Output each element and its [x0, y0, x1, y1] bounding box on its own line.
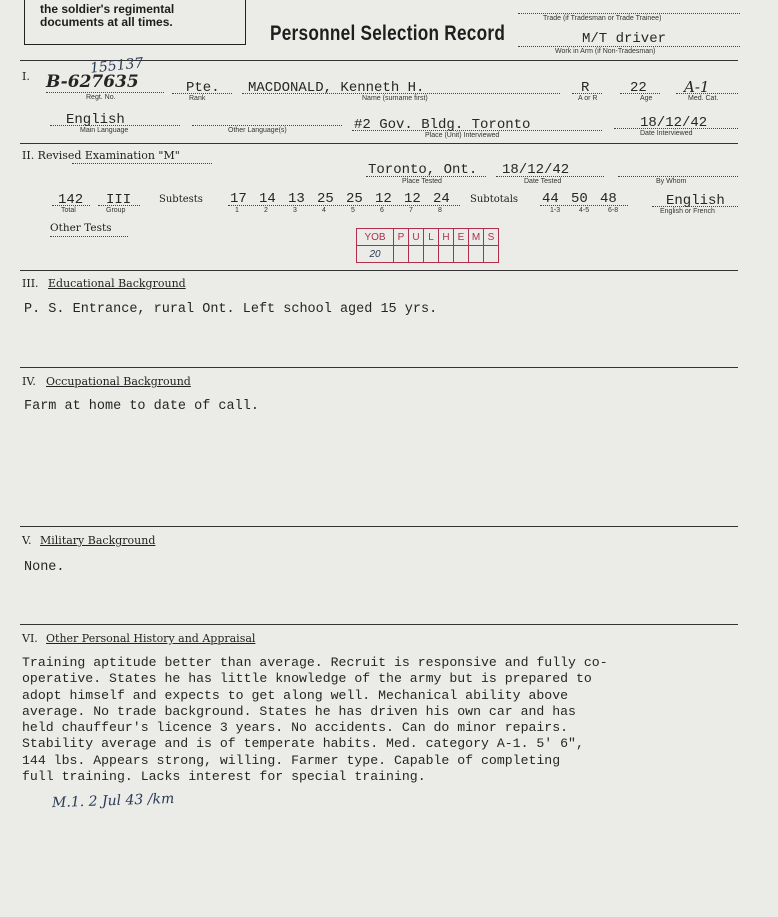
pulhems-value — [439, 246, 454, 263]
age-line — [620, 93, 660, 94]
english-french-value: English — [666, 193, 725, 209]
appraisal-line: Stability average and is of temperate habits. Med. category A-1. 5' 6", — [22, 736, 584, 752]
appraisal-line: average. No trade background. States he has driven his own car and has — [22, 703, 576, 719]
rank-caption: Rank — [189, 95, 206, 102]
pulhems-header: S — [484, 229, 499, 246]
work-caption: Work in Arm (if Non-Tradesman) — [555, 48, 656, 55]
pulhems-value — [484, 246, 499, 263]
subtest-number: 6 — [380, 207, 384, 214]
subtotal-caption: 4-5 — [579, 207, 590, 214]
pulhems-grid — [356, 228, 499, 263]
a-or-r-caption: A or R — [578, 95, 598, 102]
appraisal-line: operative. States he has little knowledge of the army but is prepared to — [22, 671, 592, 687]
place-interviewed-caption: Place (Unit) Interviewed — [425, 132, 500, 139]
rank-line — [172, 93, 232, 94]
pulhems-header: L — [424, 229, 439, 246]
pulhems-header: H — [439, 229, 454, 246]
name-line — [242, 93, 560, 94]
pulhems-value: 20 — [357, 246, 394, 263]
section-3-heading-num: III. — [22, 277, 39, 290]
place-tested-value: Toronto, Ont. — [368, 162, 478, 178]
divider — [20, 526, 738, 527]
other-language-caption: Other Language(s) — [228, 127, 287, 134]
other-tests-underline — [50, 236, 128, 237]
subtotal-caption: 6-8 — [608, 207, 619, 214]
place-interviewed-line — [352, 130, 602, 131]
divider — [20, 624, 738, 625]
subtests-label: Subtests — [159, 194, 203, 205]
med-cat-value: A-1 — [684, 78, 710, 96]
section-2-heading: II. Revised Examination "M" — [22, 149, 180, 162]
regt-no-caption: Regt. No. — [86, 94, 116, 101]
language-value: English — [66, 112, 125, 128]
work-line — [518, 46, 740, 47]
section-6-heading-num: VI. — [22, 632, 38, 645]
place-tested-caption: Place Tested — [402, 178, 442, 185]
age-value: 22 — [630, 80, 647, 96]
pulhems-value — [469, 246, 484, 263]
pulhems-value — [394, 246, 409, 263]
a-or-r-line — [572, 93, 602, 94]
section-4-heading-num: IV. — [22, 375, 36, 388]
subtest-number: 2 — [264, 207, 268, 214]
pulhems-header: M — [469, 229, 484, 246]
date-tested-line — [496, 176, 604, 177]
regt-no: B-627635 — [46, 72, 139, 92]
appraisal-line: 144 lbs. Appears strong, willing. Farmer type. Capable of completing — [22, 752, 561, 768]
subtest-number: 7 — [409, 207, 413, 214]
subtest-number: 3 — [293, 207, 297, 214]
subtotal-score: 50 — [571, 191, 588, 207]
group-caption: Group — [106, 207, 126, 214]
trade-line — [518, 13, 740, 14]
subtest-score: 14 — [259, 191, 276, 207]
rank-value: Pte. — [186, 80, 220, 96]
occupational-background-text: Farm at home to date of call. — [24, 399, 259, 414]
english-french-line — [652, 206, 738, 207]
regt-no-line — [46, 92, 164, 93]
divider — [20, 367, 738, 368]
page-title: Personnel Selection Record — [270, 22, 506, 45]
appraisal-line: held chauffeur's licence 3 years. No accidents. Can do minor repairs. — [22, 720, 569, 736]
appraisal-line: Training aptitude better than average. Recruit is responsive and fully co- — [22, 655, 608, 670]
appraisal-line: full training. Lacks interest for special training. — [22, 769, 426, 785]
subtest-number: 1 — [235, 207, 239, 214]
section-2-heading-underline — [72, 163, 212, 164]
other-tests-label: Other Tests — [50, 222, 112, 234]
appraisal-line: adopt himself and expects to get along well. Mechanical ability above — [22, 687, 569, 703]
total-value: 142 — [58, 192, 84, 208]
subtest-number: 5 — [351, 207, 355, 214]
name-caption: Name (surname first) — [362, 95, 428, 102]
subtotal-caption: 1-3 — [550, 207, 561, 214]
work-value: M/T driver — [582, 31, 667, 47]
group-value: III — [106, 192, 132, 208]
total-line — [52, 205, 90, 206]
section-5-heading: Military Background — [40, 534, 156, 547]
appraisal-text — [22, 655, 762, 785]
notice-line-1: the soldier's regimental — [40, 2, 175, 16]
notice-line-2: documents at all times. — [40, 15, 173, 29]
subtest-score: 13 — [288, 191, 305, 207]
a-or-r-value: R — [581, 80, 590, 96]
language-line — [50, 125, 180, 126]
by-whom-line — [618, 176, 738, 177]
subtest-number: 4 — [322, 207, 326, 214]
military-background-text: None. — [24, 560, 65, 575]
place-tested-line — [366, 176, 486, 177]
section-6-heading: Other Personal History and Appraisal — [46, 632, 256, 645]
subtotals-label: Subtotals — [470, 194, 519, 205]
date-tested-value: 18/12/42 — [502, 162, 570, 178]
subtest-score: 12 — [404, 191, 421, 207]
pulhems-value — [409, 246, 424, 263]
section-5-heading-num: V. — [22, 534, 32, 547]
date-interviewed-caption: Date Interviewed — [640, 130, 693, 137]
pulhems-header: P — [394, 229, 409, 246]
name-value: MACDONALD, Kenneth H. — [248, 80, 425, 96]
language-caption: Main Language — [80, 127, 129, 134]
med-cat-caption: Med. Cat. — [688, 95, 719, 102]
signature-annotation: M.1. 2 Jul 43 /km — [51, 790, 175, 812]
date-interviewed-line — [614, 128, 738, 129]
pulhems-value — [424, 246, 439, 263]
subtotal-score: 44 — [542, 191, 559, 207]
pulhems-header: YOB — [357, 229, 394, 246]
section-4-heading: Occupational Background — [46, 375, 191, 388]
group-line — [98, 205, 140, 206]
subtotal-score: 48 — [600, 191, 617, 207]
educational-background-text: P. S. Entrance, rural Ont. Left school aged 15 yrs. — [24, 302, 438, 317]
subtest-score: 17 — [230, 191, 247, 207]
place-interviewed-value: #2 Gov. Bldg. Toronto — [354, 117, 531, 133]
pulhems-header: U — [409, 229, 424, 246]
regt-no-handwritten: 155137 — [89, 55, 145, 77]
subtest-score: 25 — [346, 191, 363, 207]
med-cat-line — [676, 93, 738, 94]
subtest-number: 8 — [438, 207, 442, 214]
pulhems-value — [454, 246, 469, 263]
date-interviewed-value: 18/12/42 — [640, 115, 708, 131]
by-whom-caption: By Whom — [656, 178, 687, 185]
divider — [20, 143, 738, 144]
section-3-heading: Educational Background — [48, 277, 186, 290]
date-tested-caption: Date Tested — [524, 178, 562, 185]
age-caption: Age — [640, 95, 653, 102]
section-1-label: I. — [22, 70, 30, 83]
english-french-caption: English or French — [660, 208, 715, 215]
total-caption: Total — [61, 207, 76, 214]
divider — [20, 270, 738, 271]
subtest-score: 24 — [433, 191, 450, 207]
subtest-score: 12 — [375, 191, 392, 207]
pulhems-header: E — [454, 229, 469, 246]
trade-caption: Trade (if Tradesman or Trade Trainee) — [543, 15, 662, 22]
subtest-score: 25 — [317, 191, 334, 207]
other-language-line — [192, 125, 342, 126]
